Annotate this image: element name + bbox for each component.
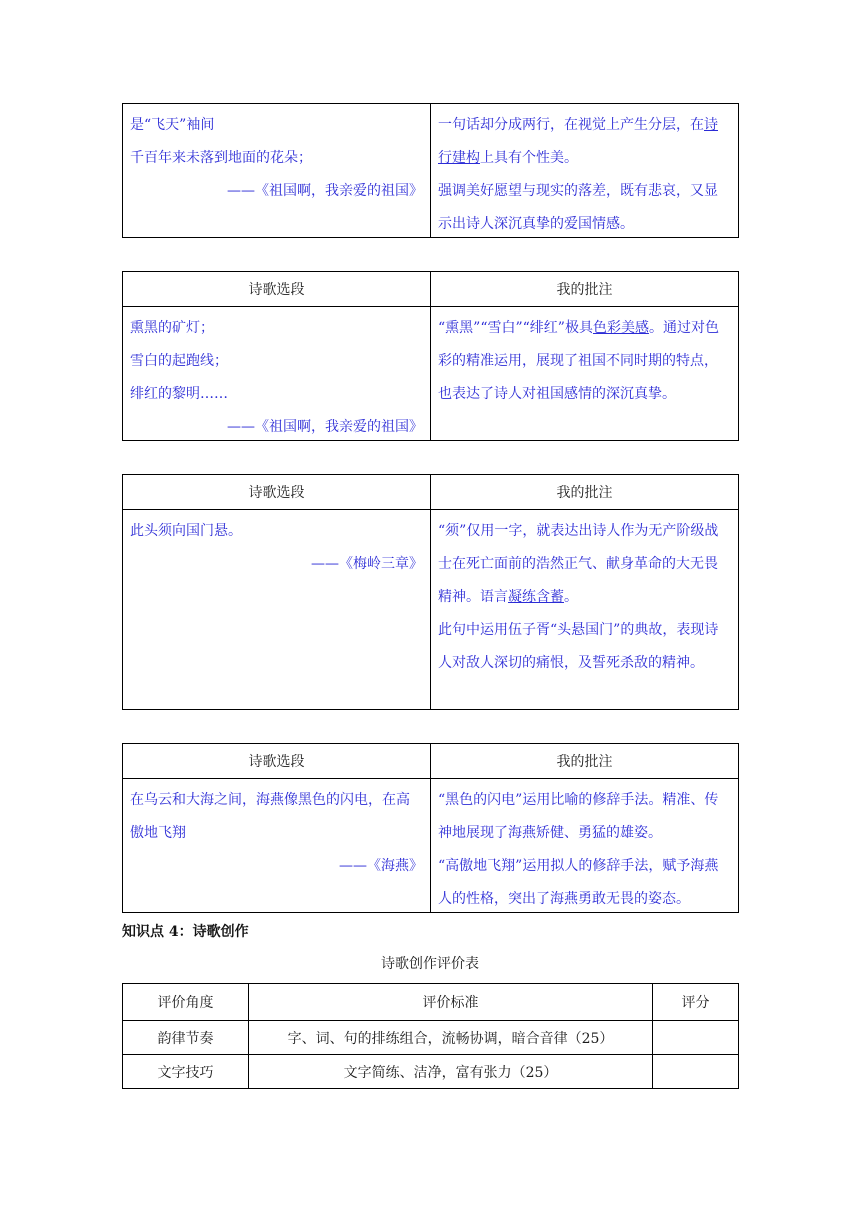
score-cell[interactable] xyxy=(653,1021,739,1055)
angle-cell: 韵律节奏 xyxy=(123,1021,249,1055)
poem-line: 绯红的黎明…… xyxy=(130,386,228,402)
annotation-text: “黑色的闪电”运用比喻的修辞手法。精准、传神地展现了海燕矫健、勇猛的雄姿。 xyxy=(438,792,719,841)
annotation-text: 此句中运用伍子胥“头悬国门”的典故，表现诗人对敌人深切的痛恨，及誓死杀敌的精神。 xyxy=(438,622,719,671)
table-row xyxy=(123,1021,739,1055)
annotation-text: “熏黑”“雪白”“绯红”极具色彩美感。通过对色彩的精准运用，展现了祖国不同时期的特点，也表达了诗人对祖国感情的深沉真挚。 xyxy=(438,320,719,402)
table-row xyxy=(123,1055,739,1089)
table-header-row xyxy=(123,272,739,307)
header-my-annotation: 我的批注 xyxy=(431,744,739,779)
annotation-text: 一句话却分成两行，在视觉上产生分层，在诗行建构上具有个性美。 xyxy=(438,117,718,166)
table-header-row xyxy=(123,475,739,510)
poem-line: 熏黑的矿灯； xyxy=(130,320,214,336)
standard-cell: 字、词、句的排练组合，流畅协调，暗合音律（25） xyxy=(249,1021,653,1055)
score-cell[interactable] xyxy=(653,1055,739,1089)
header-poem-excerpt: 诗歌选段 xyxy=(123,272,431,307)
annotation-text: 强调美好愿望与现实的落差，既有悲哀，又显示出诗人深沉真挚的爱国情感。 xyxy=(438,183,718,232)
poem-line: 千百年来未落到地面的花朵； xyxy=(130,150,312,166)
underlined-term: 诗行建构 xyxy=(438,117,718,166)
knowledge-point-heading: 知识点 4：诗歌创作 xyxy=(122,924,249,940)
annotation-cell xyxy=(431,104,739,238)
poem-line: 在乌云和大海之间，海燕像黑色的闪电，在高傲地飞翔 xyxy=(130,792,410,841)
header-my-annotation: 我的批注 xyxy=(431,475,739,510)
table-row xyxy=(123,510,739,710)
table-caption: 诗歌创作评价表 xyxy=(381,956,479,972)
table-header-row xyxy=(123,744,739,779)
annotation-text: “高傲地飞翔”运用拟人的修辞手法，赋予海燕人的性格，突出了海燕勇敢无畏的姿态。 xyxy=(438,858,719,907)
table-row xyxy=(123,307,739,441)
poem-source: ——《海燕》 xyxy=(339,858,423,874)
annotation-cell xyxy=(431,779,739,913)
table-row xyxy=(123,104,739,238)
header-standard: 评价标准 xyxy=(249,984,653,1021)
poem-source: ——《梅岭三章》 xyxy=(311,556,423,572)
header-poem-excerpt: 诗歌选段 xyxy=(123,744,431,779)
poem-excerpt-cell xyxy=(123,510,431,710)
underlined-term: 凝练含蓄 xyxy=(508,589,564,605)
document-page xyxy=(122,103,738,1089)
header-angle: 评价角度 xyxy=(123,984,249,1021)
annotation-table-1 xyxy=(122,103,739,238)
poem-source: ——《祖国啊，我亲爱的祖国》 xyxy=(227,183,423,199)
poem-excerpt-cell xyxy=(123,307,431,441)
annotation-table-4 xyxy=(122,743,739,913)
poem-source: ——《祖国啊，我亲爱的祖国》 xyxy=(227,419,423,435)
annotation-cell xyxy=(431,307,739,441)
poem-excerpt-cell xyxy=(123,779,431,913)
table-row xyxy=(123,779,739,913)
standard-cell: 文字简练、洁净，富有张力（25） xyxy=(249,1055,653,1089)
annotation-table-2 xyxy=(122,271,739,441)
annotation-table-3 xyxy=(122,474,739,710)
header-my-annotation: 我的批注 xyxy=(431,272,739,307)
poem-line: 雪白的起跑线； xyxy=(130,353,228,369)
annotation-cell xyxy=(431,510,739,710)
underlined-term: 色彩美感 xyxy=(592,320,649,336)
header-score: 评分 xyxy=(653,984,739,1021)
poem-excerpt-cell xyxy=(123,104,431,238)
angle-cell: 文字技巧 xyxy=(123,1055,249,1089)
poem-line: 是“飞天”袖间 xyxy=(130,117,215,133)
evaluation-table xyxy=(122,983,739,1089)
table-header-row xyxy=(123,984,739,1021)
poem-line: 此头须向国门悬。 xyxy=(130,523,242,539)
header-poem-excerpt: 诗歌选段 xyxy=(123,475,431,510)
annotation-text: “须”仅用一字，就表达出诗人作为无产阶级战士在死亡面前的浩然正气、献身革命的大无畏精神。语言凝练含蓄。 xyxy=(438,523,719,605)
